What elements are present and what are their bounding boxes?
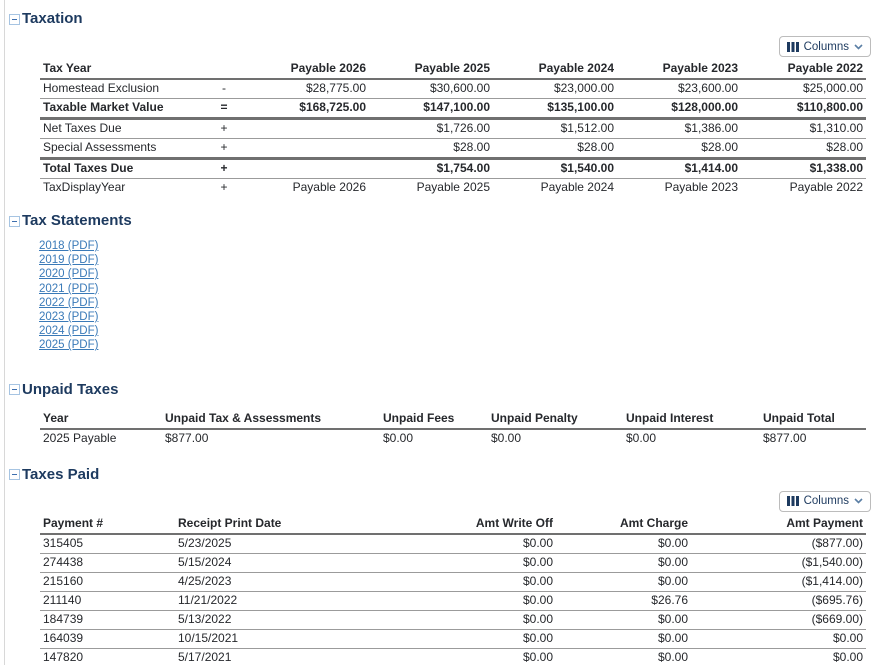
cell: 211140 <box>40 591 175 610</box>
cell: $877.00 <box>763 430 807 445</box>
collapse-icon[interactable] <box>9 469 20 480</box>
row-label: TaxDisplayYear <box>43 180 126 194</box>
section-title: Tax Statements <box>22 212 132 229</box>
tax-statement-item <box>39 253 883 267</box>
taxation-table <box>40 60 866 197</box>
cell: 4/25/2023 <box>175 572 421 591</box>
tax-statement-links <box>39 239 883 353</box>
tax-statement-link[interactable]: 2020 (PDF) <box>39 268 99 281</box>
taxation-row <box>40 139 866 159</box>
row-value: $1,512.00 <box>493 119 617 139</box>
cell: $0.00 <box>556 610 691 629</box>
cell: $877.00 <box>165 430 209 445</box>
column-header-tax-year: Tax Year <box>40 60 203 79</box>
taxation-header-row <box>40 60 866 79</box>
chevron-down-icon <box>854 498 863 504</box>
row-label: Taxable Market Value <box>40 99 203 119</box>
cell: $0.00 <box>832 649 863 664</box>
row-value: $1,414.00 <box>617 159 741 179</box>
collapse-icon[interactable] <box>9 216 20 227</box>
cell: ($669.00) <box>691 610 866 629</box>
cell: 274438 <box>40 553 175 572</box>
cell: $0.00 <box>657 649 688 664</box>
column-header: Receipt Print Date <box>175 515 421 534</box>
tax-statement-item <box>39 310 883 324</box>
row-operator: + <box>220 180 228 194</box>
section-taxation <box>5 0 883 197</box>
tax-statement-item <box>39 239 883 253</box>
row-value: $147,100.00 <box>369 99 493 119</box>
table-row <box>40 534 866 554</box>
cell: $26.76 <box>556 591 691 610</box>
row-operator: - <box>203 79 245 99</box>
unpaid-table <box>40 410 866 448</box>
row-value: $128,000.00 <box>617 99 741 119</box>
column-header: Year <box>40 410 162 429</box>
taxation-row <box>40 119 866 139</box>
row-value: $28.00 <box>741 139 866 159</box>
table-row <box>40 572 866 591</box>
taxation-row <box>40 99 866 119</box>
row-value: $1,726.00 <box>369 119 493 139</box>
columns-button[interactable] <box>779 36 871 57</box>
taxation-row <box>40 179 866 198</box>
row-value: Payable 2022 <box>789 180 863 194</box>
cell: $0.00 <box>556 629 691 648</box>
row-value <box>245 119 369 139</box>
row-value: $168,725.00 <box>245 99 369 119</box>
cell: 215160 <box>40 572 175 591</box>
row-value: $28.00 <box>617 139 741 159</box>
table-row <box>40 648 866 667</box>
column-header: Unpaid Total <box>760 410 866 429</box>
cell: 5/23/2025 <box>175 534 421 554</box>
column-header-year: Payable 2022 <box>741 60 866 79</box>
cell: $0.00 <box>491 430 522 445</box>
cell: ($877.00) <box>691 534 866 554</box>
column-header: Amt Charge <box>556 515 691 534</box>
unpaid-header-row <box>40 410 866 429</box>
paid-table <box>40 515 866 667</box>
column-header-year: Payable 2024 <box>493 60 617 79</box>
cell: $0.00 <box>421 553 556 572</box>
columns-button[interactable] <box>779 491 871 512</box>
row-label: Homestead Exclusion <box>40 79 203 99</box>
table-row <box>40 591 866 610</box>
section-title: Taxes Paid <box>22 465 100 483</box>
column-header-year: Payable 2023 <box>617 60 741 79</box>
row-operator: = <box>203 99 245 119</box>
cell: $0.00 <box>691 629 866 648</box>
table-row <box>40 629 866 648</box>
table-row <box>40 553 866 572</box>
row-value: $110,800.00 <box>741 99 866 119</box>
tax-statement-link[interactable]: 2024 (PDF) <box>39 325 99 338</box>
tax-statement-link[interactable]: 2025 (PDF) <box>39 339 99 352</box>
cell: $0.00 <box>421 572 556 591</box>
section-heading-taxation <box>9 0 883 28</box>
tax-statement-link[interactable]: 2019 (PDF) <box>39 254 99 267</box>
row-value: $28,775.00 <box>245 79 369 99</box>
cell: $0.00 <box>556 553 691 572</box>
tax-statement-item <box>39 296 883 310</box>
cell: 5/17/2021 <box>178 649 232 664</box>
row-label: Special Assessments <box>40 139 203 159</box>
columns-button-label: Columns <box>803 40 849 53</box>
row-operator: + <box>203 159 245 179</box>
row-label: Total Taxes Due <box>40 159 203 179</box>
column-header: Unpaid Penalty <box>488 410 623 429</box>
collapse-icon[interactable] <box>9 14 20 25</box>
columns-icon <box>787 42 799 52</box>
section-heading-unpaid-taxes <box>9 353 883 399</box>
tax-statement-link[interactable]: 2023 (PDF) <box>39 311 99 324</box>
cell: $0.00 <box>626 430 657 445</box>
cell: ($1,414.00) <box>691 572 866 591</box>
row-operator: + <box>203 119 245 139</box>
cell: 11/21/2022 <box>175 591 421 610</box>
chevron-down-icon <box>854 44 863 50</box>
row-operator: + <box>203 139 245 159</box>
row-value: Payable 2026 <box>292 180 366 194</box>
tax-statement-link[interactable]: 2021 (PDF) <box>39 282 99 295</box>
taxation-row <box>40 79 866 99</box>
cell: ($695.76) <box>691 591 866 610</box>
row-value: $28.00 <box>369 139 493 159</box>
tax-statement-item <box>39 338 883 352</box>
row-value: $1,338.00 <box>741 159 866 179</box>
row-value: $30,600.00 <box>369 79 493 99</box>
column-header: Payment # <box>40 515 175 534</box>
table-row <box>40 610 866 629</box>
cell: $0.00 <box>421 610 556 629</box>
row-value: $28.00 <box>493 139 617 159</box>
section-unpaid-taxes <box>5 353 883 448</box>
collapse-icon[interactable] <box>9 384 20 395</box>
cell: $0.00 <box>522 649 553 664</box>
taxation-row <box>40 159 866 179</box>
column-header-year: Payable 2025 <box>369 60 493 79</box>
column-header: Unpaid Fees <box>380 410 488 429</box>
cell: $0.00 <box>421 534 556 554</box>
section-tax-statements <box>5 197 883 353</box>
column-header: Unpaid Tax & Assessments <box>162 410 380 429</box>
table-toolbar <box>5 491 871 512</box>
tax-statement-item <box>39 267 883 281</box>
row-value: $1,386.00 <box>617 119 741 139</box>
column-header: Unpaid Interest <box>623 410 760 429</box>
table-toolbar <box>5 36 871 57</box>
columns-button-label: Columns <box>803 495 849 508</box>
row-value: $23,000.00 <box>493 79 617 99</box>
tax-records-page <box>4 0 883 665</box>
row-value <box>245 139 369 159</box>
cell: 164039 <box>40 629 175 648</box>
cell: 315405 <box>40 534 175 554</box>
row-value: Payable 2023 <box>664 180 738 194</box>
section-heading-tax-statements <box>9 197 883 230</box>
cell: 5/13/2022 <box>175 610 421 629</box>
cell: ($1,540.00) <box>691 553 866 572</box>
row-value: $25,000.00 <box>741 79 866 99</box>
cell: 147820 <box>43 649 84 664</box>
column-header-year: Payable 2026 <box>245 60 369 79</box>
cell: $0.00 <box>421 591 556 610</box>
row-value: $135,100.00 <box>493 99 617 119</box>
column-header: Amt Payment <box>691 515 866 534</box>
cell: 2025 Payable <box>43 430 117 445</box>
row-label: Net Taxes Due <box>40 119 203 139</box>
row-value: $23,600.00 <box>617 79 741 99</box>
section-title: Taxation <box>22 10 83 27</box>
row-value: $1,754.00 <box>369 159 493 179</box>
row-value: $1,310.00 <box>741 119 866 139</box>
cell: $0.00 <box>556 534 691 554</box>
row-value <box>245 159 369 179</box>
paid-header-row <box>40 515 866 534</box>
column-header: Amt Write Off <box>421 515 556 534</box>
columns-icon <box>787 496 799 506</box>
section-title: Unpaid Taxes <box>22 380 119 398</box>
cell: 184739 <box>40 610 175 629</box>
section-heading-taxes-paid <box>9 448 883 484</box>
row-value: Payable 2024 <box>540 180 614 194</box>
column-header-operator <box>203 60 245 79</box>
cell: $0.00 <box>421 629 556 648</box>
tax-statement-item <box>39 324 883 338</box>
tax-statement-link[interactable]: 2022 (PDF) <box>39 296 99 309</box>
tax-statement-item <box>39 282 883 296</box>
cell: 5/15/2024 <box>175 553 421 572</box>
tax-statement-link[interactable]: 2018 (PDF) <box>39 240 99 252</box>
row-value: $1,540.00 <box>493 159 617 179</box>
cell: 10/15/2021 <box>175 629 421 648</box>
section-taxes-paid <box>5 448 883 667</box>
row-value: Payable 2025 <box>416 180 490 194</box>
cell: $0.00 <box>383 430 414 445</box>
cell: $0.00 <box>556 572 691 591</box>
table-row <box>40 429 866 448</box>
